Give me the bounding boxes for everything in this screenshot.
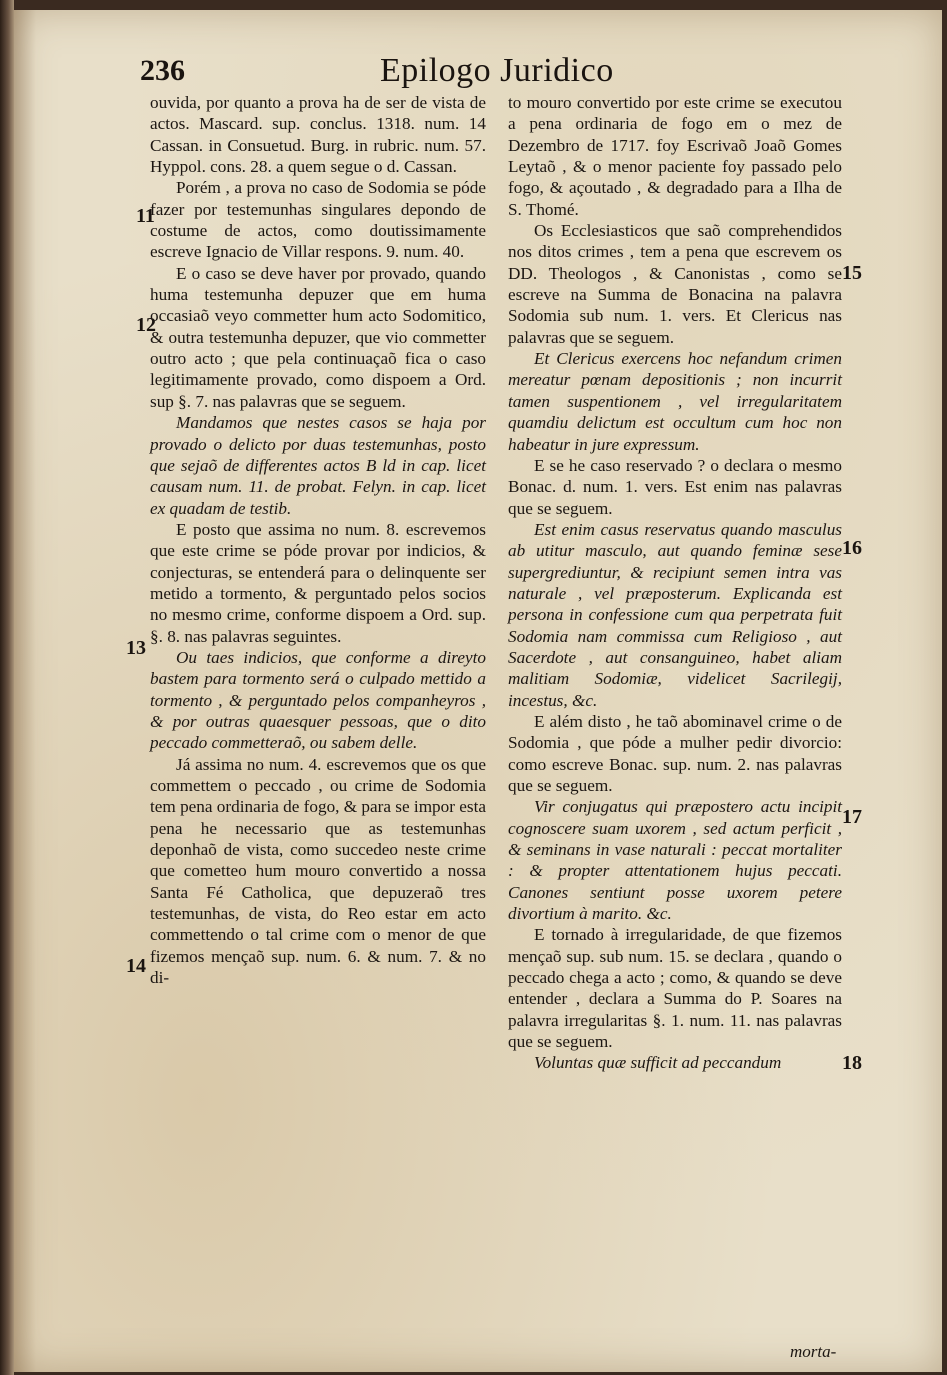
quotation: Voluntas quæ sufficit ad peccandum bbox=[534, 1053, 782, 1073]
margin-number: 15 bbox=[842, 262, 862, 284]
paragraph: E tornado à irregularidade, de que fizemos mençaõ sup. sub num. 15. se declara , quando o peccado chega a acto ; como, & quando se deve entender , declara a Summa do P. Soares na palavra irregularitas §. 1. num. 11. nas palavras que se seguem. bbox=[508, 925, 842, 1052]
margin-number: 11 bbox=[136, 205, 155, 227]
quotation: Ou taes indicios, que conforme a direyto bastem para tormento será o culpado mettido a tormento , & perguntado pelos companheyros , & por outras quaesquer pessoas, que o dito peccado commetteraõ, ou sabem delle. bbox=[150, 647, 486, 753]
quotation: Vir conjugatus qui præpostero actu incipit cognoscere suam uxorem , sed actum perficit , & seminans in vase naturali : peccat mortaliter : & propter attentationem hujus peccati. Canones sentiunt posse uxorem petere divortium à marito. &c. bbox=[508, 797, 842, 924]
running-title: Epilogo Juridico bbox=[380, 52, 614, 89]
left-column bbox=[150, 92, 486, 988]
quotation: Et Clericus exercens hoc nefandum crimen mereatur pœnam depositionis ; non incurrit tamen suspentionem , vel irregularitatem quamdiu delictum est occultum cum hoc non habeatur in jure expressum. bbox=[508, 349, 842, 454]
margin-number: 14 bbox=[126, 955, 146, 977]
margin-number: 17 bbox=[842, 806, 862, 828]
paragraph: E posto que assima no num. 8. escrevemos que este crime se póde provar por indicios, & conjecturas, se entenderá para o delinquente ser metido a tormento, & perguntado pelos socios no mesmo crime, conforme dispoem a Ord. sup. §. 8. nas palavras seguintes. bbox=[150, 519, 486, 646]
book-binding bbox=[0, 0, 14, 1375]
paragraph: E além disto , he taõ abominavel crime o de Sodomia , que póde a mulher pedir divorcio: como escreve Bonac. sup. num. 2. nas palavras que se seguem. bbox=[508, 711, 842, 795]
paragraph: Já assima no num. 4. escrevemos que os que commettem o peccado , ou crime de Sodomia tem pena ordinaria de fogo, & para se impor esta pena he necessario que as testemunhas deponhaõ de vista, como succedeo neste crime que cometteo hum mouro convertido a nossa Santa Fé Catholica, que depuzeraõ tres testemunhas, de vista, do Reo estar em acto commettendo o tal crime com o menor de que fizemos mençaõ sup. num. 6. & num. 7. & no di- bbox=[150, 754, 486, 988]
page-header bbox=[140, 52, 740, 96]
right-column bbox=[508, 92, 842, 1074]
margin-number: 13 bbox=[126, 637, 146, 659]
margin-number: 16 bbox=[842, 537, 862, 559]
page-number: 236 bbox=[140, 54, 185, 87]
paragraph: E o caso se deve haver por provado, quando huma testemunha depuzer que em huma occasiaõ veyo commetter hum acto Sodomitico, & outra testemunha depuzer, que vio commetter outro acto ; que pela continuaçaõ fica o caso legitimamente provado, como dispoem a Ord. sup §. 7. nas palavras que se seguem. bbox=[150, 263, 486, 411]
paragraph: ouvida, por quanto a prova ha de ser de vista de actos. Mascard. sup. conclus. 1318. num. 14 Cassan. in Consuetud. Burg. in rubric. num. 57. Hyppol. cons. 28. a quem segue o d. Cassan. bbox=[150, 93, 486, 177]
paragraph: to mouro convertido por este crime se executou a pena ordinaria de fogo em o mez de Dezembro de 1717. foy Escrivaõ Joaõ Gomes Leytaõ , & o menor paciente foy passado pelo fogo, & açoutado , & degradado para a Ilha de S. Thomé. bbox=[508, 93, 842, 219]
paragraph: Os Ecclesiasticos que saõ comprehendidos nos ditos crimes , tem a pena que escrevem os DD. Theologos , & Canonistas , como se escreve na Summa de Bonacina na palavra Sodomia sub num. 1. vers. Et Clericus nas palavras que se seguem. bbox=[508, 221, 842, 347]
margin-number: 12 bbox=[136, 314, 156, 336]
paragraph: Porém , a prova no caso de Sodomia se póde fazer por testemunhas singulares depondo de costume de actos, como doutissimamente escreve Ignacio de Villar respons. 9. num. 40. bbox=[150, 178, 486, 262]
quotation: Est enim casus reservatus quando masculus ab utitur masculo, aut quando feminæ sese supergrediuntur, & recipiunt semen intra vas naturale , vel præposterum. Explicanda est persona in confessione cum qua perpetrata fuit Sodomia nam commissa cum Religioso , aut Sacerdote , aut consanguineo, habet aliam malitiam Sodomiæ, videlicet Sacrilegij, incestus, &c. bbox=[508, 519, 842, 710]
quotation: Mandamos que nestes casos se haja por provado o delicto por duas testemunhas, posto que sejaõ de differentes actos B ld in cap. licet causam num. 11. de probat. Felyn. in cap. licet ex quadam de testib. bbox=[150, 413, 486, 518]
margin-number: 18 bbox=[842, 1052, 862, 1074]
catchword: morta- bbox=[790, 1342, 837, 1361]
paragraph: E se he caso reservado ? o declara o mesmo Bonac. d. num. 1. vers. Est enim nas palavras que se seguem. bbox=[508, 455, 842, 518]
